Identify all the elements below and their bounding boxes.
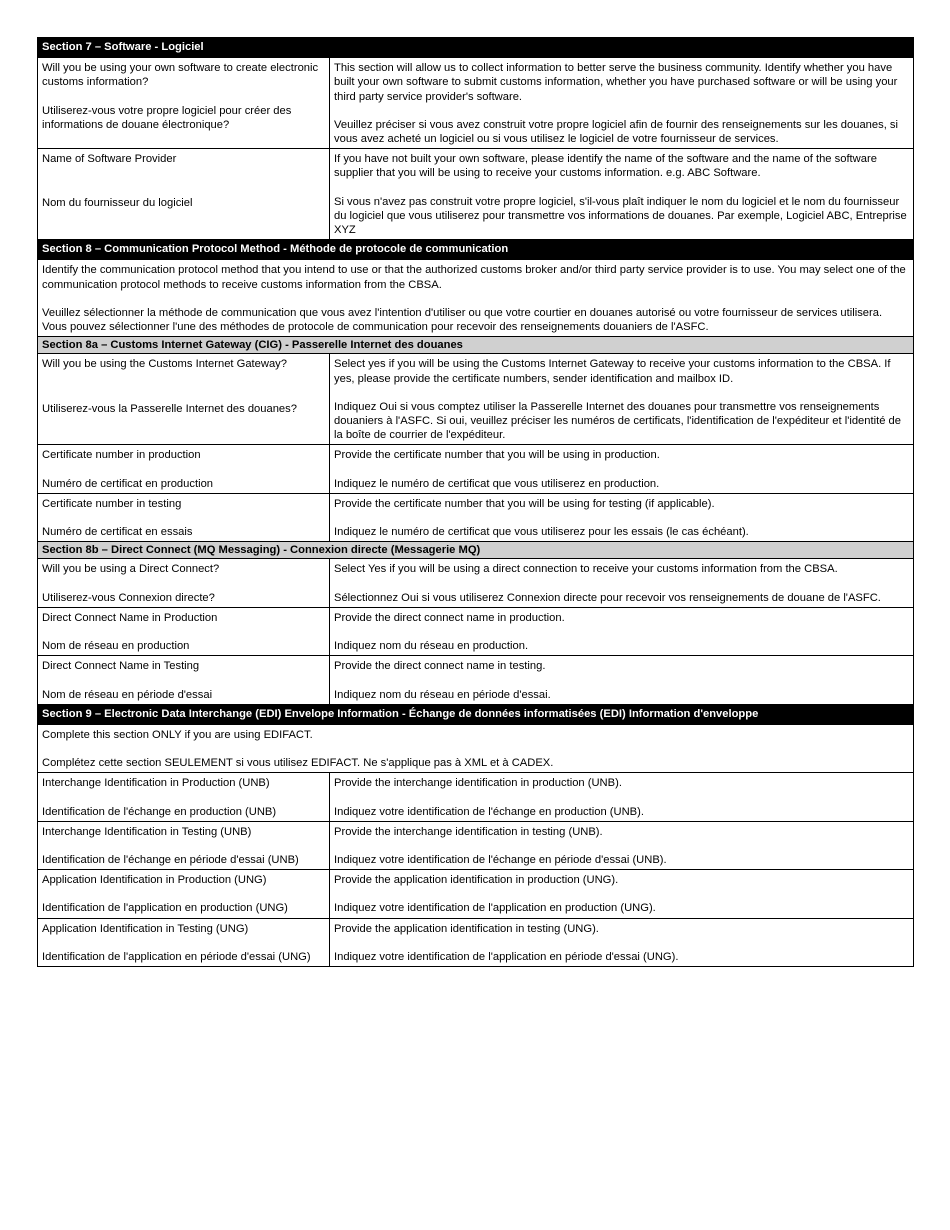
table-row [38, 821, 914, 869]
section-8-header: Section 8 – Communication Protocol Method - Méthode de protocole de communication [38, 240, 914, 260]
instruction-cell [330, 58, 914, 149]
intro-en: Complete this section ONLY if you are using EDIFACT. [42, 728, 313, 741]
question-en: Interchange Identification in Testing (UNB) [42, 825, 252, 838]
question-fr: Identification de l'échange en période d'essai (UNB) [42, 853, 299, 866]
table-row [38, 656, 914, 704]
question-fr: Nom de réseau en production [42, 640, 190, 653]
table-row [38, 870, 914, 918]
table-row [38, 607, 914, 655]
instruction-fr: Sélectionnez Oui si vous utiliserez Connexion directe pour recevoir vos renseignements de douane de l'ASFC. [334, 591, 881, 604]
form-table [37, 37, 914, 967]
question-en: Direct Connect Name in Testing [42, 660, 200, 673]
instruction-en: Provide the certificate number that you will be using for testing (if applicable). [334, 497, 715, 510]
question-fr: Identification de l'application en période d'essai (UNG) [42, 950, 311, 963]
table-row [38, 773, 914, 821]
question-cell [38, 493, 330, 541]
question-fr: Utiliserez-vous Connexion directe? [42, 591, 215, 604]
instruction-en: Select Yes if you will be using a direct connection to receive your customs information from the CBSA. [334, 563, 838, 576]
instruction-en: This section will allow us to collect information to better serve the business community. Identify whether you have built your own software to submit customs information, whether you have purchased software or will be using your third party service provider's software. [334, 62, 898, 103]
instruction-cell [330, 607, 914, 655]
question-fr: Numéro de certificat en production [42, 477, 214, 490]
intro-fr: Complétez cette section SEULEMENT si vous utilisez EDIFACT. Ne s'applique pas à XML et à CADEX. [42, 757, 554, 770]
question-cell [38, 607, 330, 655]
question-fr: Numéro de certificat en essais [42, 526, 193, 539]
table-row [38, 260, 914, 337]
question-en: Interchange Identification in Production (UNB) [42, 777, 270, 790]
instruction-cell [330, 493, 914, 541]
instruction-en: Select yes if you will be using the Customs Internet Gateway to receive your customs information to the CBSA. If yes, please provide the certificate numbers, sender identification and mailbox ID. [334, 358, 891, 385]
question-en: Will you be using a Direct Connect? [42, 563, 220, 576]
question-en: Will you be using the Customs Internet Gateway? [42, 358, 287, 371]
instruction-cell [330, 656, 914, 704]
question-en: Direct Connect Name in Production [42, 611, 218, 624]
instruction-en: Provide the interchange identification in production (UNB). [334, 777, 622, 790]
instruction-en: If you have not built your own software, please identify the name of the software and the name of the software supplier that you will be using to receive your customs information. e.g. ABC Software. [334, 153, 877, 180]
instruction-fr: Indiquez nom du réseau en période d'essai. [334, 688, 551, 701]
question-en: Will you be using your own software to create electronic customs information? [42, 62, 319, 89]
instruction-fr: Indiquez votre identification de l'application en production (UNG). [334, 902, 656, 915]
table-row [38, 559, 914, 607]
instruction-en: Provide the application identification in production (UNG). [334, 874, 619, 887]
question-cell [38, 149, 330, 240]
instruction-cell [330, 445, 914, 493]
table-row [38, 918, 914, 966]
section-8b-header-row [38, 542, 914, 559]
question-fr: Nom du fournisseur du logiciel [42, 197, 193, 210]
instruction-en: Provide the direct connect name in production. [334, 611, 565, 624]
question-fr: Identification de l'application en production (UNG) [42, 902, 288, 915]
question-fr: Nom de réseau en période d'essai [42, 688, 213, 701]
section-8-header-row [38, 240, 914, 260]
question-cell [38, 559, 330, 607]
question-en: Certificate number in testing [42, 497, 182, 510]
question-cell [38, 773, 330, 821]
question-cell [38, 354, 330, 445]
section-9-header-row [38, 704, 914, 724]
instruction-fr: Indiquez Oui si vous comptez utiliser la Passerelle Internet des douanes pour transmettre vos renseignements douaniers à l'ASFC. Si oui, veuillez préciser les numéros de certificats, l'identification de l'expéditeur et l'identité de la boîte de courrier de l'expéditeur. [334, 400, 901, 442]
instruction-en: Provide the direct connect name in testing. [334, 660, 546, 673]
section-7-header-row [38, 38, 914, 58]
table-row [38, 724, 914, 772]
question-en: Name of Software Provider [42, 153, 177, 166]
table-row [38, 354, 914, 445]
instruction-fr: Indiquez votre identification de l'application en période d'essai (UNG). [334, 950, 679, 963]
question-fr: Utiliserez-vous la Passerelle Internet des douanes? [42, 402, 297, 415]
question-cell [38, 445, 330, 493]
section-8b-header: Section 8b – Direct Connect (MQ Messaging) - Connexion directe (Messagerie MQ) [38, 542, 914, 559]
intro-en: Identify the communication protocol method that you intend to use or that the authorized customs broker and/or third party service provider is to use. You may select one of the communication protocol methods to receive customs information from the CBSA. [42, 264, 906, 291]
intro-fr: Veuillez sélectionner la méthode de communication que vous avez l'intention d'utiliser ou que votre courtier en douanes autorisé ou votre fournisseur de services utilisera. Vous pouvez sélectionner l'une des méthodes de protocole de communication pour recevoir des renseignements douaniers de l'ASFC. [42, 306, 883, 334]
instruction-fr: Indiquez le numéro de certificat que vous utiliserez en production. [334, 477, 660, 490]
instruction-fr: Indiquez votre identification de l'échange en période d'essai (UNB). [334, 853, 667, 866]
table-row [38, 58, 914, 149]
question-cell [38, 58, 330, 149]
instruction-fr: Veuillez préciser si vous avez construit votre propre logiciel afin de fournir des renseignements sur les douanes, si vous avez acheté un logiciel ou si vous utilisez le logiciel de votre fournisseur de services. [334, 118, 899, 146]
question-fr: Identification de l'échange en production (UNB) [42, 805, 277, 818]
table-row [38, 149, 914, 240]
instruction-en: Provide the certificate number that you will be using in production. [334, 449, 660, 462]
section-9-header: Section 9 – Electronic Data Interchange (EDI) Envelope Information - Échange de données informatisées (EDI) Information d'enveloppe [38, 704, 914, 724]
question-en: Application Identification in Production (UNG) [42, 874, 267, 887]
section-8a-header: Section 8a – Customs Internet Gateway (CIG) - Passerelle Internet des douanes [38, 337, 914, 354]
instruction-en: Provide the interchange identification in testing (UNB). [334, 825, 603, 838]
section-7-header: Section 7 – Software - Logiciel [38, 38, 914, 58]
instruction-cell [330, 918, 914, 966]
intro-cell [38, 724, 914, 772]
question-cell [38, 870, 330, 918]
question-cell [38, 656, 330, 704]
instruction-cell [330, 149, 914, 240]
instruction-fr: Si vous n'avez pas construit votre propre logiciel, s'il-vous plaît indiquer le nom du logiciel et le nom du fournisseur du logiciel que vous utiliserez pour transmettre vos informations de douanes. Par exemple, Logiciel ABC, Entreprise XYZ [334, 195, 907, 237]
intro-cell [38, 260, 914, 337]
instruction-cell [330, 354, 914, 445]
instruction-fr: Indiquez votre identification de l'échange en production (UNB). [334, 805, 644, 818]
question-en: Application Identification in Testing (UNG) [42, 922, 249, 935]
instruction-fr: Indiquez nom du réseau en production. [334, 640, 529, 653]
instruction-en: Provide the application identification in testing (UNG). [334, 922, 599, 935]
question-cell [38, 918, 330, 966]
table-row [38, 493, 914, 541]
question-en: Certificate number in production [42, 449, 201, 462]
section-8a-header-row [38, 337, 914, 354]
instruction-cell [330, 773, 914, 821]
instruction-fr: Indiquez le numéro de certificat que vous utiliserez pour les essais (le cas échéant). [334, 526, 749, 539]
question-fr: Utiliserez-vous votre propre logiciel pour créer des informations de douane électronique? [42, 104, 292, 131]
instruction-cell [330, 821, 914, 869]
instruction-cell [330, 870, 914, 918]
instruction-cell [330, 559, 914, 607]
question-cell [38, 821, 330, 869]
table-row [38, 445, 914, 493]
